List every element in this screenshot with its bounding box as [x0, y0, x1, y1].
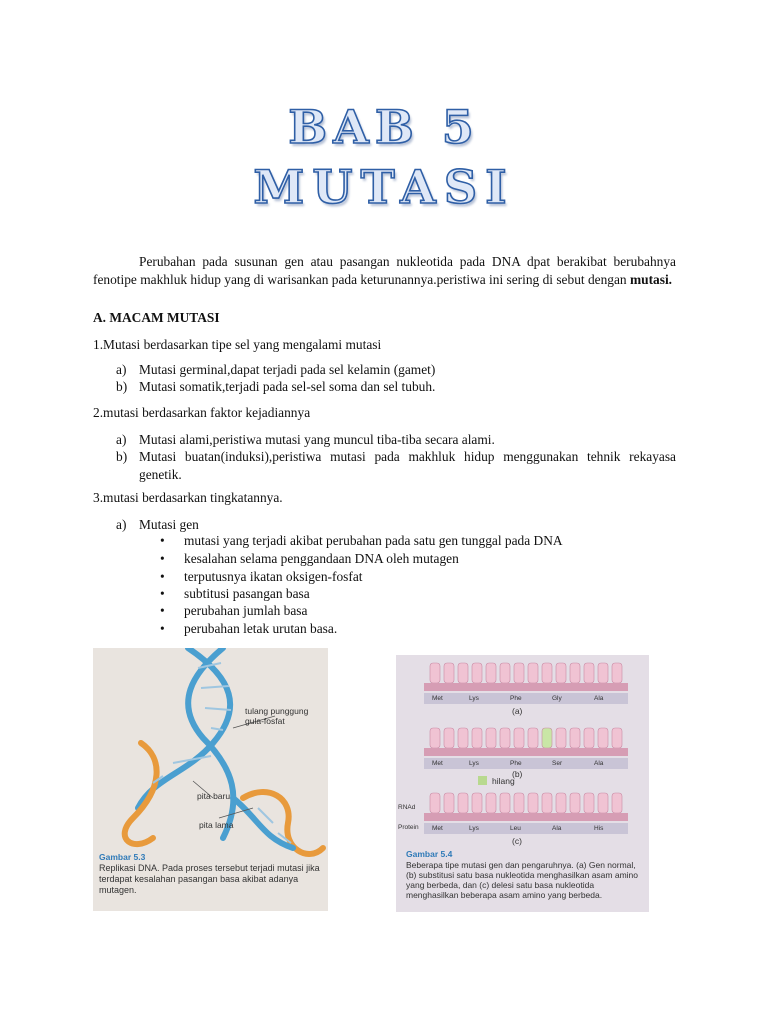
section-heading: A. MACAM MUTASI — [93, 310, 220, 325]
list-label: a) — [116, 432, 127, 447]
new-strand-label: pita baru — [197, 791, 231, 801]
deletion-label: hilang — [492, 776, 515, 786]
list-item — [116, 431, 676, 449]
intro-text: Perubahan pada susunan gen atau pasangan nukleotida pada DNA dpat berakibat berubahnya fenotipe makhluk hidup yang di warisankan pada keturunannya.peristiwa ini sering di sebut dengan — [93, 254, 676, 287]
figure1-number: Gambar 5.3 — [99, 852, 146, 862]
row-a-label: (a) — [512, 706, 523, 716]
list-text: Mutasi germinal,dapat terjadi pada sel kelamin (gamet) — [139, 362, 436, 377]
old-strand-label: pita lama — [199, 820, 234, 830]
group3-title: 3.mutasi berdasarkan tingkatannya. — [93, 490, 283, 505]
intro-paragraph — [93, 253, 676, 289]
bullet-icon: • — [160, 586, 165, 601]
bullet-icon: • — [160, 621, 165, 636]
list-item — [116, 378, 676, 396]
amino-acid-label: Ala — [594, 695, 604, 702]
amino-acid-label: Lys — [469, 695, 479, 702]
amino-acid-label: Met — [432, 695, 443, 702]
list-item — [116, 448, 676, 484]
amino-acid-label: Met — [432, 825, 443, 832]
amino-acid-label: His — [594, 825, 604, 832]
list-text: Mutasi somatik,terjadi pada sel-sel soma dan sel tubuh. — [139, 379, 436, 394]
chapter-title: MUTASI — [253, 160, 515, 214]
intro-bold-term: mutasi. — [629, 272, 673, 287]
row-b-label: (b) — [512, 769, 523, 779]
list-text: Mutasi alami,peristiwa mutasi yang muncul tiba-tiba secara alami. — [139, 432, 495, 447]
amino-acid-label: Leu — [510, 825, 521, 832]
bullet-icon: • — [160, 603, 165, 618]
amino-acid-label: Lys — [469, 760, 479, 767]
chapter-number: BAB 5 — [288, 100, 480, 154]
group2-title: 2.mutasi berdasarkan faktor kejadiannya — [93, 405, 311, 420]
list-text: Mutasi buatan(induksi),peristiwa mutasi pada makhluk hidup menggunakan tehnik rekayasa genetik. — [139, 449, 676, 482]
figure2-caption: Beberapa tipe mutasi gen dan pengaruhnya. (a) Gen normal, (b) substitusi satu basa nukleotida menghasilkan asam amino yang berbeda, dan (c) delesi satu basa nukleotida menghasilkan beberapa asam amino yang berbeda. — [406, 860, 638, 900]
list-label: a) — [116, 362, 127, 377]
amino-acid-label: Ala — [594, 760, 604, 767]
list-text: Mutasi gen — [139, 517, 199, 532]
figure2-number: Gambar 5.4 — [406, 849, 453, 859]
bullet-icon: • — [160, 533, 165, 548]
group1-title: 1.Mutasi berdasarkan tipe sel yang mengalami mutasi — [93, 337, 382, 352]
list-item — [116, 361, 676, 379]
bullet-icon: • — [160, 551, 165, 566]
amino-acid-label: Ser — [552, 760, 563, 767]
amino-acid-label: Ala — [552, 825, 562, 832]
protein-label: Protein — [398, 824, 419, 831]
amino-acid-label: Gly — [552, 695, 562, 702]
backbone-label: tulang punggung gula-fosfat — [245, 706, 309, 726]
list-label: b) — [116, 449, 128, 464]
bullet-icon: • — [160, 569, 165, 584]
amino-acid-label: Phe — [510, 760, 522, 767]
row-c-label: (c) — [512, 836, 522, 846]
dna-replication-photo — [93, 648, 328, 911]
document-page: BAB 5 MUTASI Perubahan pada susunan gen atau pasangan nukleotida pada DNA dpat berakibat berubahnya fenotipe makhluk hidup yang di warisankan pada keturunannya.peristiwa ini sering di sebut dengan mutasi. A. MACAM MUTASI 1.Mutasi berdasarkan tipe sel yang mengalami mutasi a) Mutasi germinal,dapat terjadi pada sel kelamin (gamet) b) Mutasi somatik,terjadi pada sel-sel soma dan sel tubuh. 2.mutasi berdasarkan faktor kejadiannya a) Mutasi alami,peristiwa mutasi yang muncul tiba-tiba secara alami. b) Mutasi buatan(induksi),peristiwa mutasi pada makhluk hidup menggunakan tehnik rekayasa genetik. 3.mutasi berdasarkan tingkatannya. a) Mutasi gen • mutasi yang terjadi akibat perubahan pada satu gen tunggal pada DNA • kesalahan selama penggandaan DNA oleh mutagen • terputusnya ikatan oksigen-fosfat • subtitusi pasangan basa • perubahan jumlah basa • perubahan letak urutan basa. tulang punggung gula-fosfat pita baru pita lama Gambar 5.3 Replikasi DNA. Pada proses tersebut terjadi mutasi jika terdapat kesalahan pasangan basa akibat adanya mutagen. Met Lys Phe Gly Ala (a) Met Lys Phe Ser Ala (b) hilang RNAd Protein Met Lys Leu Ala His (c) Gambar 5.4 Beberapa tipe mutasi gen dan pengaruhnya. (a) Gen normal, (b) substitusi satu basa nukleotida menghasilkan asam amino yang berbeda, dan (c) delesi satu basa nukleotida menghasilkan beberapa asam amino yang berbeda. — [0, 0, 768, 1024]
amino-acid-label: Met — [432, 760, 443, 767]
list-label: b) — [116, 379, 128, 394]
mutation-types-photo — [396, 655, 649, 912]
amino-acid-label: Lys — [469, 825, 479, 832]
figure1-caption: Replikasi DNA. Pada proses tersebut terjadi mutasi jika terdapat kesalahan pasangan basa akibat adanya mutagen. — [99, 863, 320, 895]
list-label: a) — [116, 517, 127, 532]
rna-label: RNAd — [398, 804, 416, 811]
list-item — [116, 516, 676, 534]
amino-acid-label: Phe — [510, 695, 522, 702]
